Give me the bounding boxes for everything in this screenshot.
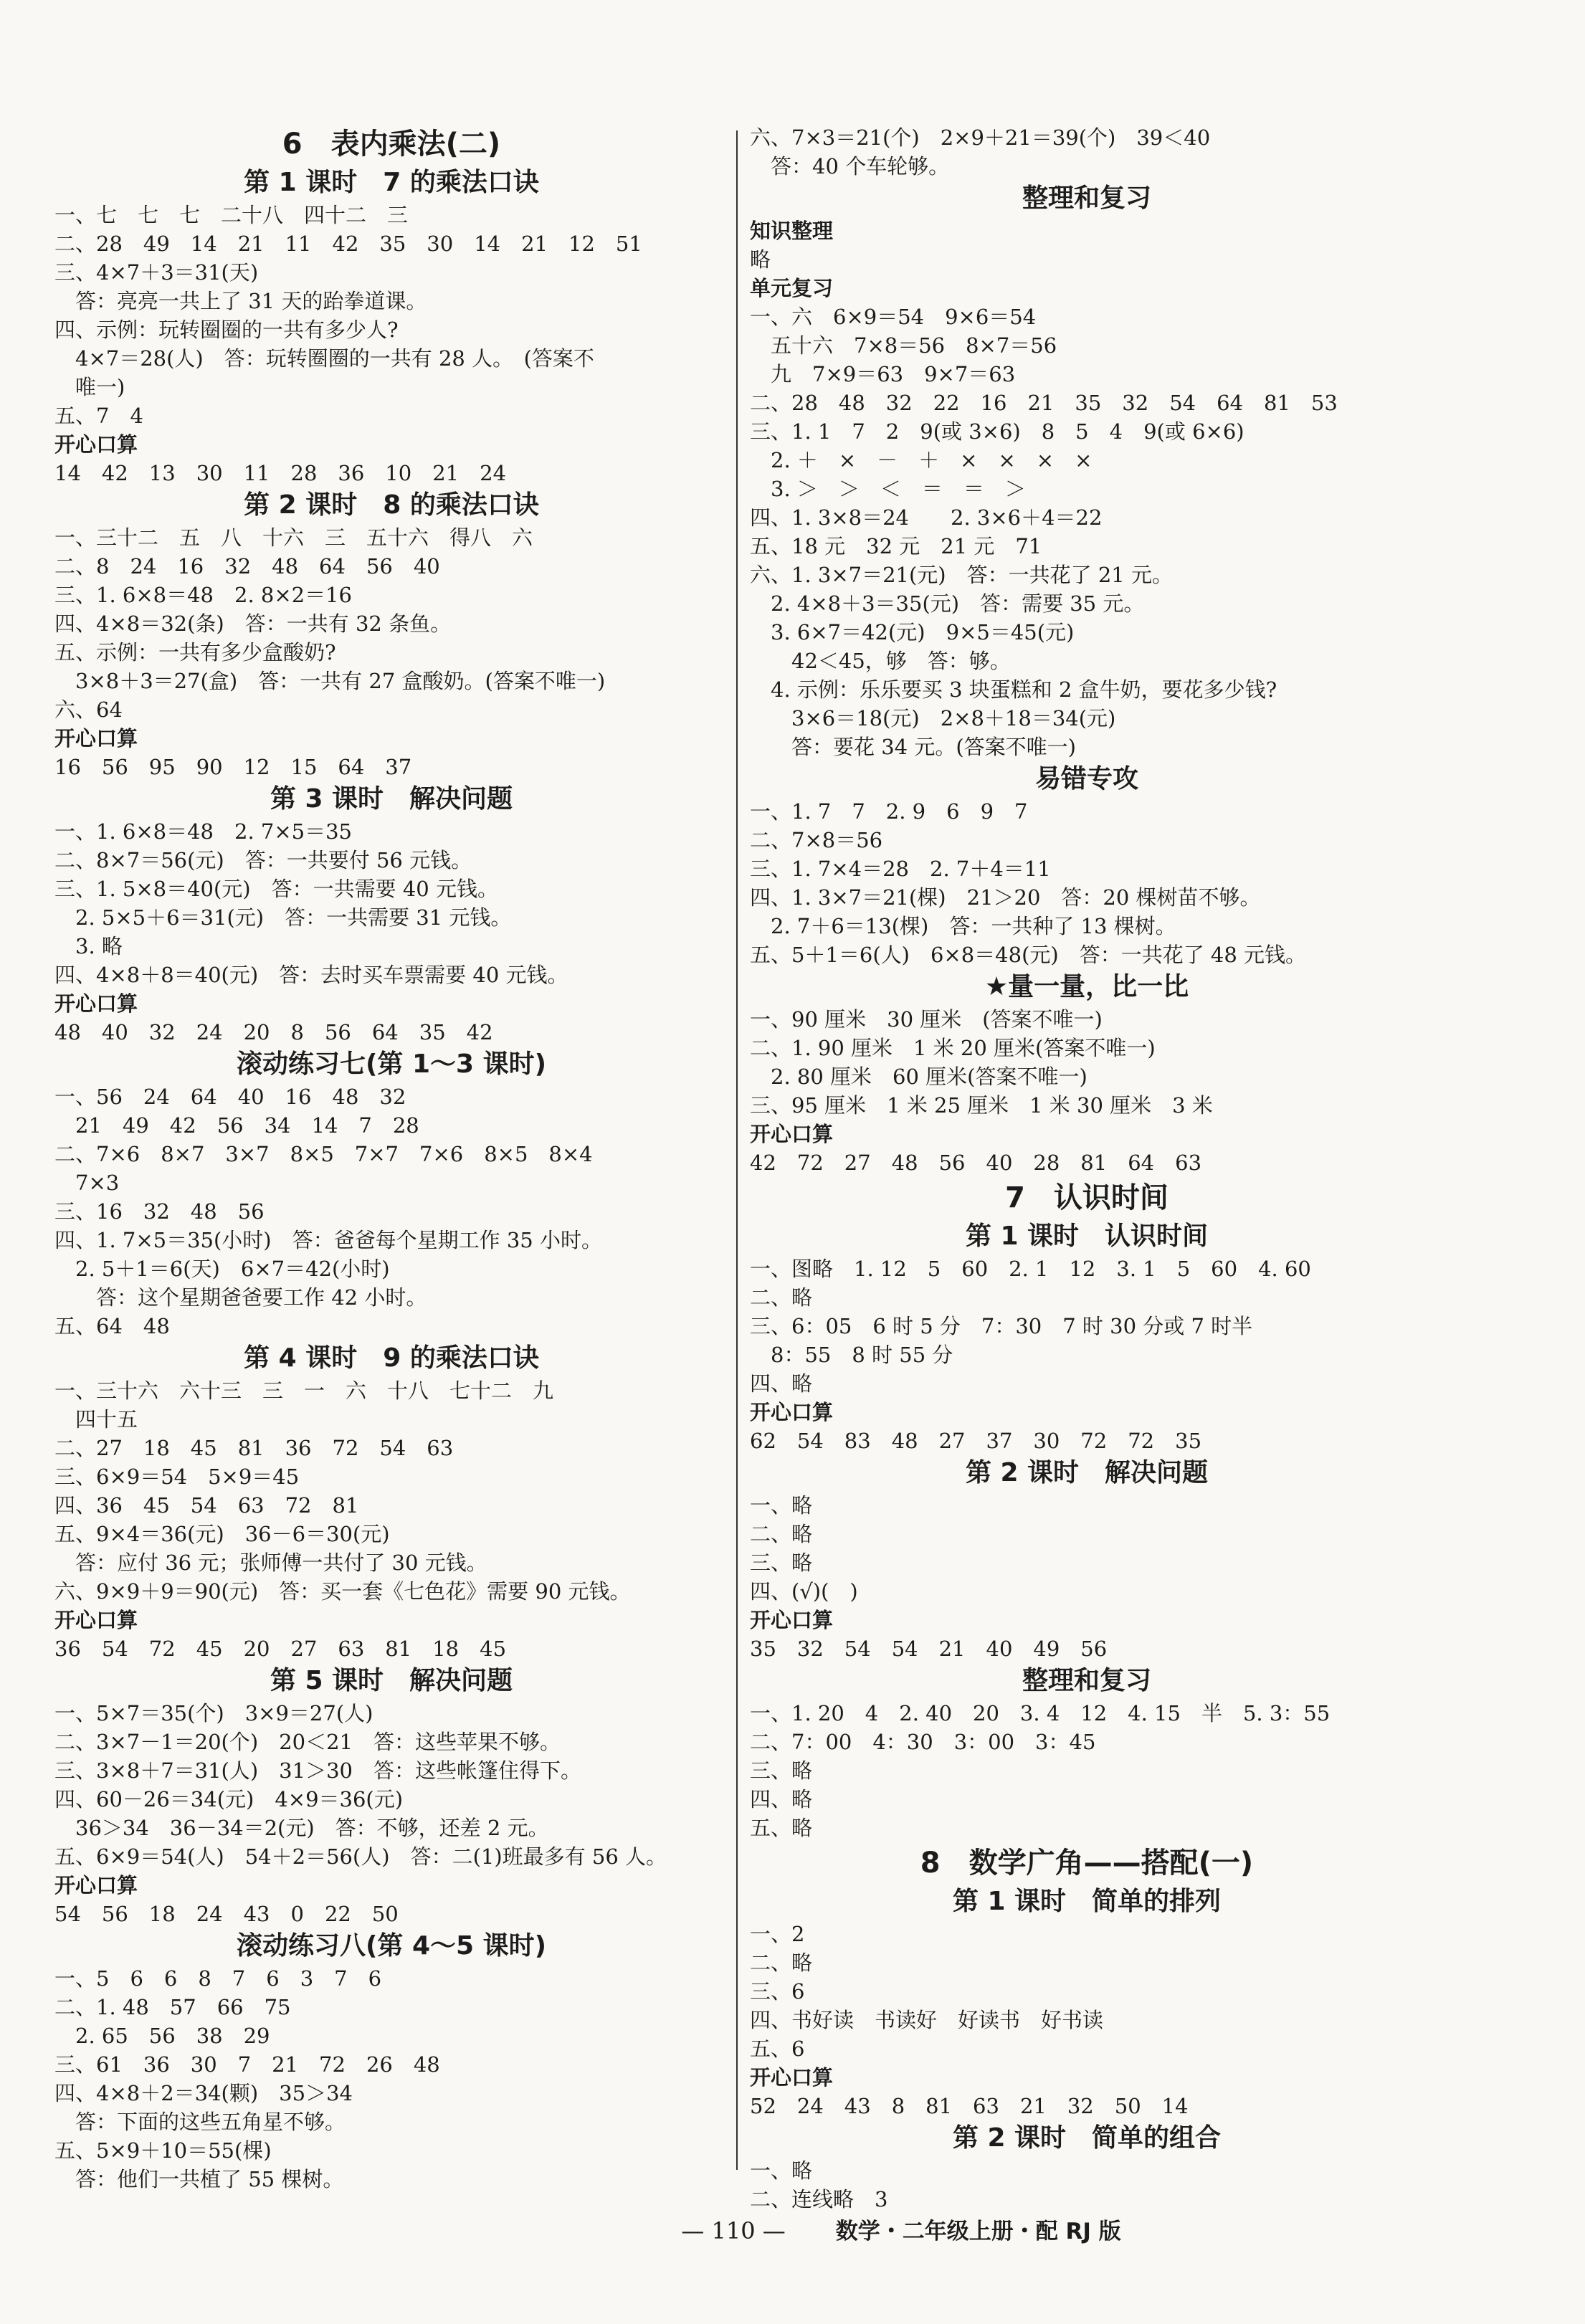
- answer-line: 答：应付 36 元；张师傅一共付了 30 元钱。: [54, 1551, 487, 1575]
- answer-line: 六、7×3＝21(个) 2×9＋21＝39(个) 39＜40: [750, 125, 1211, 150]
- answer-line: 二、28 48 32 22 16 21 35 32 54 64 81 53: [750, 391, 1338, 415]
- answer-line: 3. 6×7＝42(元) 9×5＝45(元): [750, 620, 1075, 644]
- answer-line: 一、七 七 七 二十八 四十二 三: [54, 203, 409, 227]
- subheading: 开心口算: [750, 1608, 834, 1632]
- answer-line: 4. 示例：乐乐要买 3 块蛋糕和 2 盒牛奶，要花多少钱?: [750, 677, 1277, 702]
- subheading: 开心口算: [54, 1608, 138, 1632]
- page-footer: [667, 2183, 1312, 2247]
- answer-line: 三、95 厘米 1 米 25 厘米 1 米 30 厘米 3 米: [750, 1093, 1213, 1118]
- answer-line: 二、略: [750, 1951, 813, 1975]
- answer-line: 五、5＋1＝6(人) 6×8＝48(元) 答：一共花了 48 元钱。: [750, 943, 1307, 967]
- answer-line: 二、连线略 3: [750, 2187, 888, 2211]
- answer-line: 二、8 24 16 32 48 64 56 40: [54, 554, 440, 578]
- answer-line: 4×7＝28(人) 答：玩转圈圈的一共有 28 人。 (答案不: [54, 346, 594, 371]
- answer-line: 四、4×8＋8＝40(元) 答：去时买车票需要 40 元钱。: [54, 963, 568, 987]
- answer-line: 三、1. 5×8＝40(元) 答：一共需要 40 元钱。: [54, 877, 498, 901]
- answer-line: 36＞34 36－34＝2(元) 答：不够，还差 2 元。: [54, 1816, 549, 1840]
- section-heading: 滚动练习七(第 1～3 课时): [236, 1049, 547, 1079]
- answer-line: 五、5×9＋10＝55(棵): [54, 2138, 272, 2163]
- section-heading: 第 4 课时 9 的乘法口诀: [244, 1343, 539, 1373]
- section-heading: 易错专攻: [1034, 764, 1138, 794]
- answer-line: 五、6: [750, 2037, 805, 2061]
- answer-line: 2. 65 56 38 29: [54, 2024, 270, 2048]
- chapter-heading: 6 表内乘法(二): [282, 128, 501, 161]
- answer-line: 三、61 36 30 7 21 72 26 48: [54, 2052, 440, 2077]
- answer-line: 五、9×4＝36(元) 36－6＝30(元): [54, 1522, 390, 1546]
- answer-line: 略: [750, 247, 771, 272]
- answer-line: 一、略: [750, 2158, 813, 2183]
- subheading: 开心口算: [54, 1873, 138, 1897]
- section-heading: 第 2 课时 解决问题: [965, 1458, 1209, 1487]
- answer-line: 五、7 4: [54, 404, 143, 428]
- answer-line: 二、1. 90 厘米 1 米 20 厘米(答案不唯一): [750, 1036, 1156, 1060]
- left-column: [54, 123, 728, 2194]
- answer-line: 三、16 32 48 56: [54, 1199, 265, 1224]
- answer-line: 三、6：05 6 时 5 分 7：30 7 时 30 分或 7 时半: [750, 1314, 1253, 1338]
- answer-line: 六、9×9＋9＝90(元) 答：买一套《七色花》需要 90 元钱。: [54, 1579, 631, 1604]
- answer-line: 二、7：00 4：30 3：00 3：45: [750, 1730, 1096, 1754]
- section-heading: 第 2 课时 简单的组合: [952, 2123, 1222, 2153]
- section-heading: 整理和复习: [1022, 1666, 1151, 1695]
- answer-line: 九 7×9＝63 9×7＝63: [750, 362, 1016, 386]
- answer-line: 2. 5×5＋6＝31(元) 答：一共需要 31 元钱。: [54, 905, 512, 930]
- answer-line: 一、56 24 64 40 16 48 32: [54, 1085, 406, 1109]
- answer-line: 四、1. 3×7＝21(棵) 21＞20 答：20 棵树苗不够。: [750, 885, 1261, 910]
- answer-line: 二、7×8＝56: [750, 828, 883, 852]
- answer-line: 二、27 18 45 81 36 72 54 63: [54, 1436, 454, 1460]
- answer-line: 一、5 6 6 8 7 6 3 7 6: [54, 1966, 382, 1991]
- answer-line: 答：这个星期爸爸要工作 42 小时。: [54, 1285, 427, 1310]
- answer-line: 四、(√)( ): [750, 1579, 858, 1604]
- answer-line: 答：亮亮一共上了 31 天的跆拳道课。: [54, 289, 427, 313]
- answer-line: 一、90 厘米 30 厘米 (答案不唯一): [750, 1007, 1103, 1032]
- answer-line: 52 24 43 8 81 63 21 32 50 14: [750, 2094, 1189, 2118]
- chapter-heading: 8 数学广角——搭配(一): [920, 1847, 1254, 1880]
- answer-line: 21 49 42 56 34 14 7 28: [54, 1113, 419, 1138]
- answer-line: 42＜45，够 答：够。: [750, 649, 1011, 673]
- answer-line: 答：他们一共植了 55 棵树。: [54, 2167, 344, 2191]
- answer-line: 3. 略: [54, 934, 123, 958]
- answer-line: 四、1. 3×8＝24 2. 3×6＋4＝22: [750, 505, 1103, 530]
- answer-line: 一、六 6×9＝54 9×6＝54: [750, 305, 1037, 329]
- subheading: 开心口算: [750, 1122, 834, 1146]
- answer-line: 六、1. 3×7＝21(元) 答：一共花了 21 元。: [750, 563, 1173, 587]
- answer-line: 五十六 7×8＝56 8×7＝56: [750, 333, 1057, 358]
- answer-line: 四、略: [750, 1371, 813, 1396]
- answer-line: 答：40 个车轮够。: [750, 154, 950, 178]
- answer-line: 一、1. 20 4 2. 40 20 3. 4 12 4. 15 半 5. 3：55: [750, 1701, 1331, 1725]
- answer-line: 唯一): [54, 375, 125, 399]
- answer-line: 四、60－26＝34(元) 4×9＝36(元): [54, 1787, 404, 1811]
- answer-line: 四、书好读 书读好 好读书 好书读: [750, 2008, 1104, 2032]
- answer-line: 2. ＋ × － ＋ × × × ×: [750, 448, 1093, 472]
- section-heading: 滚动练习八(第 4～5 课时): [236, 1931, 547, 1961]
- answer-line: 五、6×9＝54(人) 54＋2＝56(人) 答：二(1)班最多有 56 人。: [54, 1844, 667, 1869]
- subheading: 开心口算: [750, 1400, 834, 1424]
- answer-line: 二、7×6 8×7 3×7 8×5 7×7 7×6 8×5 8×4: [54, 1142, 593, 1166]
- answer-line: 三、3×8＋7＝31(人) 31＞30 答：这些帐篷住得下。: [54, 1758, 581, 1783]
- subheading: 开心口算: [54, 991, 138, 1016]
- answer-line: 一、略: [750, 1493, 813, 1518]
- answer-line: 六、64: [54, 697, 123, 722]
- section-heading: 第 5 课时 解决问题: [270, 1666, 513, 1695]
- answer-line: 四、示例：玩转圈圈的一共有多少人?: [54, 318, 399, 342]
- answer-line: 二、1. 48 57 66 75: [54, 1995, 291, 2019]
- answer-line: 五、略: [750, 1816, 813, 1840]
- answer-line: 一、图略 1. 12 5 60 2. 1 12 3. 1 5 60 4. 60: [750, 1257, 1311, 1281]
- section-heading: 第 1 课时 7 的乘法口诀: [244, 168, 539, 197]
- answer-line: 四、36 45 54 63 72 81: [54, 1493, 359, 1518]
- answer-line: 答：要花 34 元。(答案不唯一): [750, 735, 1076, 759]
- answer-line: 16 56 95 90 12 15 64 37: [54, 755, 412, 779]
- answer-line: 一、5×7＝35(个) 3×9＝27(人): [54, 1701, 373, 1725]
- answer-line: 14 42 13 30 11 28 36 10 21 24: [54, 461, 507, 485]
- answer-line: 一、三十六 六十三 三 一 六 十八 七十二 九: [54, 1378, 554, 1403]
- answer-line: 一、1. 7 7 2. 9 6 9 7: [750, 799, 1028, 824]
- answer-line: 2. 80 厘米 60 厘米(答案不唯一): [750, 1065, 1087, 1089]
- page-number: — 110 —: [681, 2217, 786, 2244]
- answer-line: 二、28 49 14 21 11 42 35 30 14 21 12 51: [54, 232, 642, 256]
- answer-line: 62 54 83 48 27 37 30 72 72 35: [750, 1429, 1202, 1453]
- section-heading: 整理和复习: [1022, 184, 1151, 213]
- answer-line: 三、1. 6×8＝48 2. 8×2＝16: [54, 583, 352, 607]
- subheading: 知识整理: [750, 219, 834, 243]
- answer-line: 二、8×7＝56(元) 答：一共要付 56 元钱。: [54, 848, 472, 872]
- answer-line: 二、略: [750, 1285, 813, 1310]
- answer-line: 四、4×8＋2＝34(颗) 35＞34: [54, 2081, 353, 2105]
- answer-line: 五、示例：一共有多少盒酸奶?: [54, 640, 336, 665]
- answer-line: 54 56 18 24 43 0 22 50: [54, 1902, 399, 1926]
- answer-line: 7×3: [54, 1171, 120, 1195]
- answer-line: 二、略: [750, 1522, 813, 1546]
- answer-line: 三、略: [750, 1551, 813, 1575]
- subheading: 开心口算: [54, 432, 138, 457]
- column-divider: [736, 130, 738, 2170]
- answer-line: 二、3×7－1＝20(个) 20＜21 答：这些苹果不够。: [54, 1730, 561, 1754]
- answer-line: 35 32 54 54 21 40 49 56: [750, 1637, 1108, 1661]
- answer-line: 8：55 8 时 55 分: [750, 1343, 953, 1367]
- answer-line: 三、4×7＋3＝31(天): [54, 260, 259, 285]
- answer-line: 三、1. 1 7 2 9(或 3×6) 8 5 4 9(或 6×6): [750, 419, 1244, 444]
- answer-line: 2. 5＋1＝6(天) 6×7＝42(小时): [54, 1257, 390, 1281]
- book-title: 数学・二年级上册・配 RJ 版: [835, 2219, 1121, 2244]
- answer-line: 三、6×9＝54 5×9＝45: [54, 1465, 300, 1489]
- answer-line: 36 54 72 45 20 27 63 81 18 45: [54, 1637, 507, 1661]
- answer-line: 48 40 32 24 20 8 56 64 35 42: [54, 1020, 493, 1044]
- section-heading: 第 1 课时 简单的排列: [952, 1887, 1222, 1916]
- subheading: 开心口算: [54, 726, 138, 751]
- answer-line: 三、1. 7×4＝28 2. 7＋4＝11: [750, 857, 1051, 881]
- answer-line: 2. 4×8＋3＝35(元) 答：需要 35 元。: [750, 591, 1145, 616]
- answer-line: 一、三十二 五 八 十六 三 五十六 得八 六: [54, 525, 533, 550]
- answer-line: 3×8＋3＝27(盒) 答：一共有 27 盒酸奶。(答案不唯一): [54, 669, 606, 693]
- answer-line: 三、略: [750, 1758, 813, 1783]
- answer-line: 五、64 48: [54, 1314, 170, 1338]
- section-heading: 第 3 课时 解决问题: [270, 784, 513, 814]
- chapter-heading: 7 认识时间: [1005, 1181, 1168, 1214]
- answer-line: 四、1. 7×5＝35(小时) 答：爸爸每个星期工作 35 小时。: [54, 1228, 602, 1252]
- answer-line: 3. ＞ ＞ ＜ ＝ ＝ ＞: [750, 477, 1026, 501]
- section-heading: 第 2 课时 8 的乘法口诀: [244, 490, 539, 520]
- answer-line: 四十五: [54, 1407, 138, 1432]
- right-column: [750, 123, 1424, 2214]
- answer-line: 3×6＝18(元) 2×8＋18＝34(元): [750, 706, 1116, 730]
- answer-line: 一、1. 6×8＝48 2. 7×5＝35: [54, 819, 352, 844]
- answer-line: 四、4×8＝32(条) 答：一共有 32 条鱼。: [54, 611, 452, 636]
- answer-line: 三、6: [750, 1979, 805, 2004]
- answer-line: 42 72 27 48 56 40 28 81 64 63: [750, 1151, 1202, 1175]
- answer-line: 一、2: [750, 1922, 805, 1946]
- answer-line: 四、略: [750, 1787, 813, 1811]
- answer-line: 答：下面的这些五角星不够。: [54, 2110, 346, 2134]
- section-heading: ★量一量，比一比: [984, 972, 1189, 1001]
- section-heading: 第 1 课时 认识时间: [965, 1221, 1209, 1251]
- answer-line: 五、18 元 32 元 21 元 71: [750, 534, 1042, 558]
- subheading: 开心口算: [750, 2065, 834, 2090]
- subheading: 单元复习: [750, 276, 834, 300]
- answer-line: 2. 7＋6＝13(棵) 答：一共种了 13 棵树。: [750, 914, 1176, 938]
